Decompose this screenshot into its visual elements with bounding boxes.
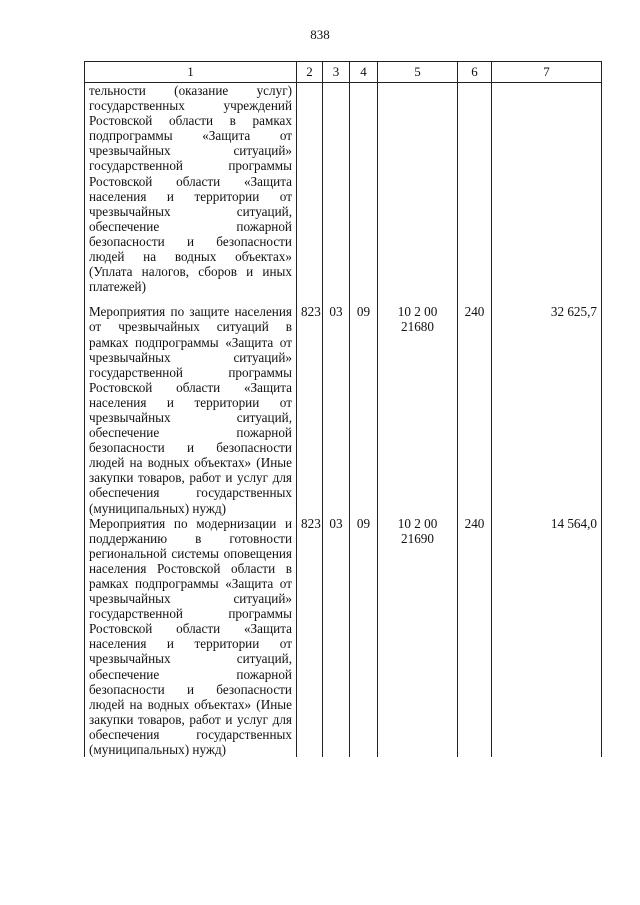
section-code — [323, 83, 350, 305]
section-code: 03 — [323, 516, 350, 758]
column-header: 7 — [492, 62, 602, 83]
column-header: 2 — [297, 62, 323, 83]
subsection-code: 09 — [350, 304, 378, 515]
ministry-code: 823 — [297, 516, 323, 758]
table-row — [85, 83, 602, 305]
table-header-row — [85, 62, 602, 83]
page-number: 838 — [310, 27, 330, 42]
expense-type-code: 240 — [458, 516, 492, 758]
column-header: 3 — [323, 62, 350, 83]
column-header: 4 — [350, 62, 378, 83]
ministry-code: 823 — [297, 304, 323, 515]
subsection-code: 09 — [350, 516, 378, 758]
expense-type-code — [458, 83, 492, 305]
ministry-code — [297, 83, 323, 305]
target-article-code: 10 2 00 21680 — [378, 304, 458, 515]
column-header: 6 — [458, 62, 492, 83]
section-code: 03 — [323, 304, 350, 515]
target-article-code: 10 2 00 21690 — [378, 516, 458, 758]
table-row — [85, 304, 602, 515]
column-header: 5 — [378, 62, 458, 83]
amount-value: 32 625,7 — [492, 304, 602, 515]
subsection-code — [350, 83, 378, 305]
column-header: 1 — [85, 62, 297, 83]
amount-value — [492, 83, 602, 305]
budget-table — [84, 61, 602, 757]
row-description: Мероприятия по модернизации и поддержанию в готовности региональной системы оповещения населения Ростовской области в рамках подпрограммы «Защита от чрезвычайных ситуаций» государственной программы Ростовской области «Защита населения и территории от чрезвычайных ситуаций, обеспечение пожарной безопасности и безопасности людей на водных объектах» (Иные закупки товаров, работ и услуг для обеспечения государственных (муниципальных) нужд) — [85, 516, 297, 758]
amount-value: 14 564,0 — [492, 516, 602, 758]
row-description: Мероприятия по защите населения от чрезвычайных ситуаций в рамках подпрограммы «Защита от чрезвычайных ситуаций» государственной программы Ростовской области «Защита населения и территории от чрезвычайных ситуаций, обеспечение пожарной безопасности и безопасности людей на водных объектах» (Иные закупки товаров, работ и услуг для обеспечения государственных (муниципальных) нужд) — [85, 304, 297, 515]
expense-type-code: 240 — [458, 304, 492, 515]
row-description: тельности (оказание услуг) государственных учреждений Ростовской области в рамках подпрограммы «Защита от чрезвычайных ситуаций» государственной программы Ростовской области «Защита населения и территории от чрезвычайных ситуаций, обеспечение пожарной безопасности и безопасности людей на водных объектах» (Уплата налогов, сборов и иных платежей) — [85, 83, 297, 305]
target-article-code — [378, 83, 458, 305]
table-row — [85, 516, 602, 758]
